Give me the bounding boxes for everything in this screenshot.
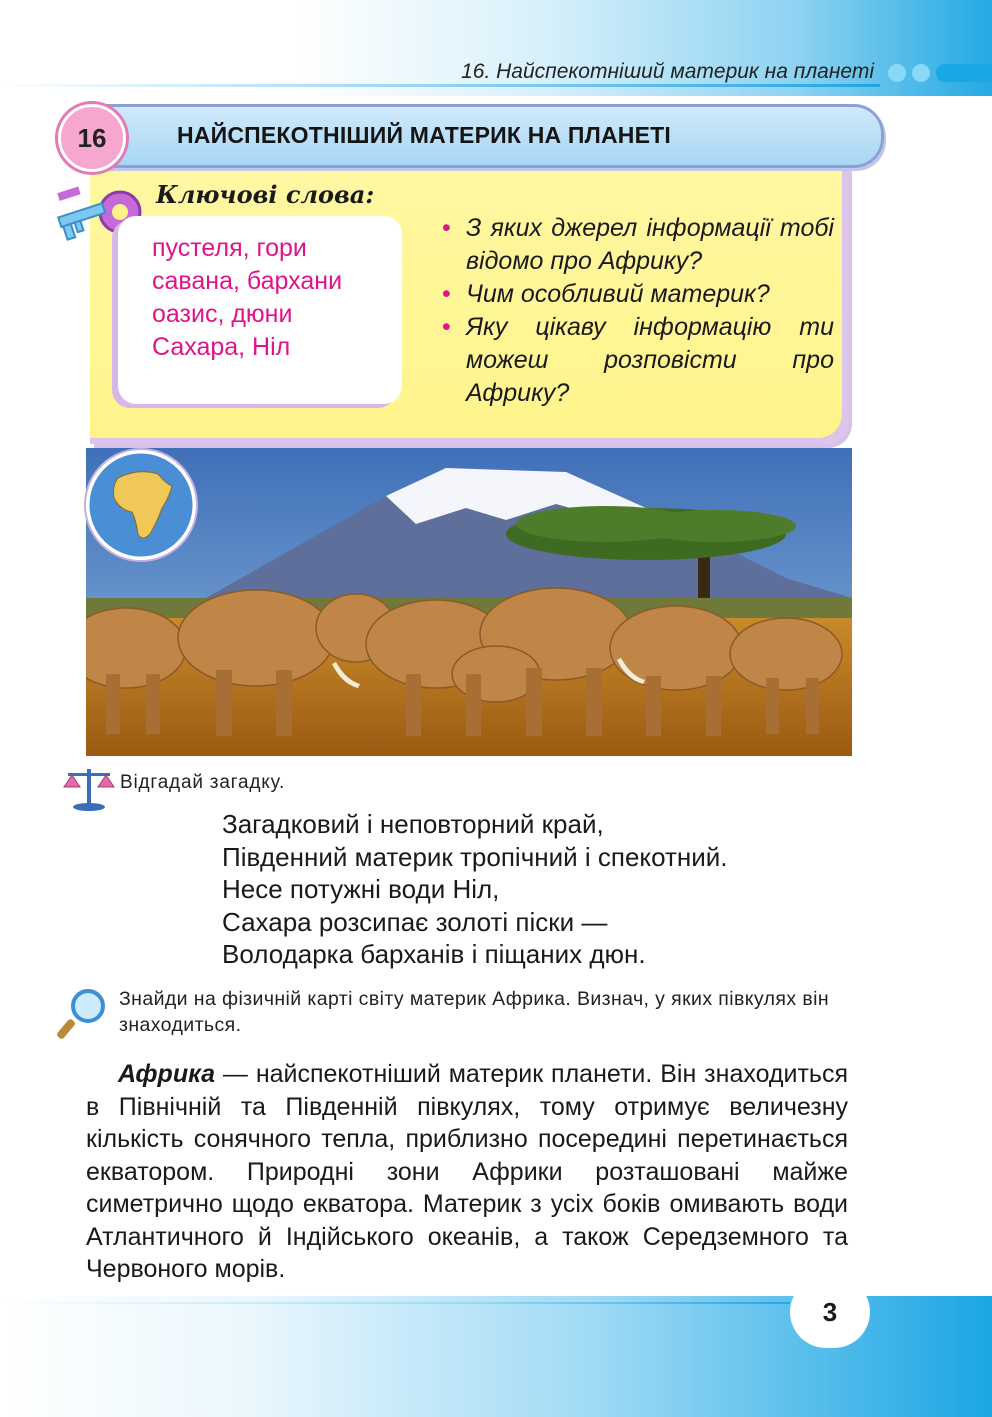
- footer-rule: [0, 1302, 790, 1304]
- keyword-line: оазис, дюни: [152, 300, 293, 328]
- poem-line: Несе потужні води Ніл,: [222, 874, 500, 904]
- header-pill: [936, 64, 992, 82]
- poem-line: Сахара розсипає золоті піски —: [222, 906, 608, 937]
- chapter-title: НАЙСПЕКОТНІШИЙ МАТЕРИК НА ПЛАНЕТІ: [177, 122, 671, 148]
- questions-list: [440, 212, 834, 410]
- paragraph-text: — найспекотніший материк планети. Він знаходиться в Північній та Південній півкулях, тому отримує величезну кількість сонячного тепла, приблизно посередині перетинається екватором. Природні зони Африки розташовані майже симетрично щодо екватора. Материк з усіх боків омивають води Атлантичного й Індійського океанів, а також Середземного та Червоного морів.: [86, 1060, 848, 1283]
- header-dot: [912, 64, 930, 82]
- riddle-label: Відгадай загадку.: [120, 772, 286, 793]
- page-number: 3: [790, 1276, 870, 1348]
- question-item: • Чим особливий материк?: [440, 278, 834, 311]
- keywords-title: Ключові слова:: [156, 180, 375, 209]
- riddle-poem: [222, 808, 728, 971]
- scales-icon: [60, 763, 118, 813]
- keyword-line: пустеля, гори: [152, 234, 307, 262]
- header-rule: [0, 84, 880, 87]
- africa-photo: [86, 448, 852, 756]
- poem-line: Південний материк тропічний і спекотний.: [222, 841, 728, 872]
- header-dot: [888, 64, 906, 82]
- poem-line: Загадковий і неповторний край,: [222, 809, 604, 839]
- globe-icon: [84, 448, 198, 562]
- keyword-line: Сахара, Ніл: [152, 333, 291, 361]
- question-item: • Яку цікаву інформацію ти можеш розповісти про Африку?: [440, 311, 834, 410]
- chapter-title-bar: [78, 104, 884, 168]
- magnifier-icon: [56, 986, 112, 1042]
- question-item: • З яких джерел інформації тобі відомо про Африку?: [440, 212, 834, 278]
- poem-line: Володарка барханів і піщаних дюн.: [222, 939, 646, 969]
- term: Африка: [118, 1060, 215, 1088]
- running-title: 16. Найспекотніший материк на планеті: [461, 60, 874, 83]
- body-paragraph: [86, 1058, 848, 1286]
- task-text: Знайди на фізичній карті світу материк Африка. Визнач, у яких півкулях він знаходиться.: [119, 988, 829, 1036]
- chapter-number: 16: [58, 104, 126, 172]
- keyword-line: савана, бархани: [152, 267, 343, 295]
